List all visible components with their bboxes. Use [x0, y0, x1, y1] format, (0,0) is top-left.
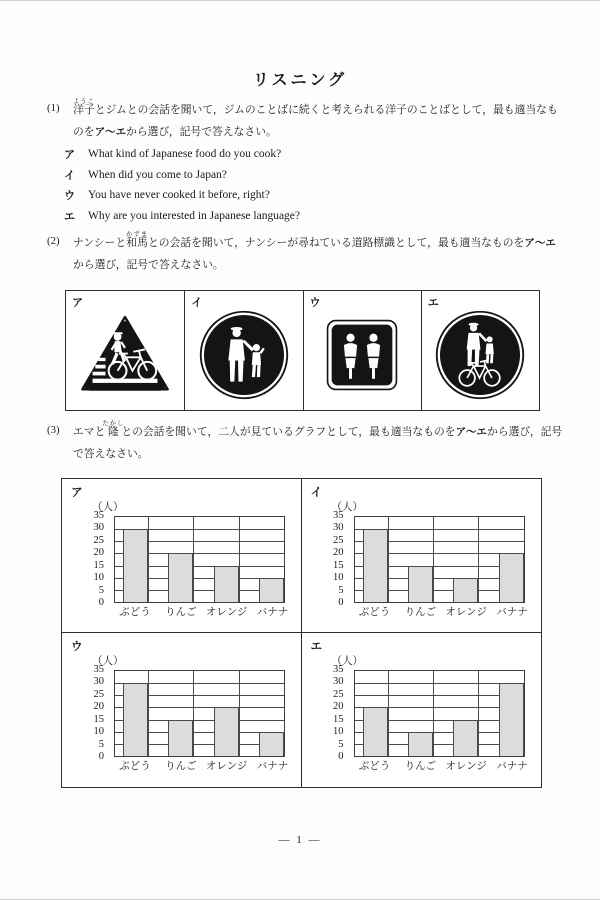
- crosswalk-and-bicycle-crossing-triangle-sign-icon: [74, 307, 176, 403]
- bar-grape: [123, 683, 148, 756]
- sign-e-label: エ: [427, 297, 439, 309]
- option-e-text: Why are you interested in Japanese language?: [88, 210, 301, 223]
- bar-apple: [168, 720, 193, 756]
- y-axis-ticks: [62, 509, 109, 608]
- bar-banana: [499, 683, 524, 756]
- x-label-orange: オレンジ: [205, 761, 248, 772]
- y-tick-10: 10: [93, 571, 104, 583]
- person-name-kazuma: 和馬かずま: [126, 231, 149, 249]
- question-1-text: とジムとの会話を聞いて，ジムのことばに続くと考えられる洋子のことばとして，最も適当なも: [94, 104, 558, 116]
- x-label-apple: りんご: [404, 607, 437, 618]
- chart-cell-e: [302, 633, 542, 787]
- x-label-apple: りんご: [165, 761, 197, 772]
- question-3-number: (3): [47, 424, 60, 436]
- option-a-label: ア: [64, 149, 75, 162]
- bar-chart-plot-a: [114, 516, 285, 603]
- bar-apple: [168, 553, 193, 602]
- y-tick-5: 5: [338, 738, 344, 750]
- x-label-orange: オレンジ: [205, 607, 248, 618]
- v-gridline-3: [478, 517, 479, 602]
- v-gridline-3: [239, 671, 240, 756]
- question-1-number: (1): [47, 102, 60, 114]
- bar-chart-plot-i: [354, 516, 525, 603]
- y-tick-30: 30: [93, 676, 104, 688]
- bar-orange: [453, 578, 478, 602]
- x-label-banana: バナナ: [496, 607, 528, 618]
- v-gridline-2: [193, 671, 194, 756]
- bar-grape: [123, 529, 148, 602]
- bar-grape: [363, 529, 388, 602]
- question-2-number: (2): [47, 235, 60, 247]
- y-axis-unit-label: （人）: [92, 656, 124, 667]
- sign-u-label: ウ: [309, 297, 321, 309]
- x-label-apple: りんご: [165, 607, 197, 618]
- pedestrians-and-bicycles-sign-icon: [434, 309, 526, 401]
- y-tick-0: 0: [98, 750, 104, 762]
- x-axis-labels: [114, 761, 289, 777]
- y-axis-ticks: [302, 509, 349, 608]
- v-gridline-3: [478, 671, 479, 756]
- y-tick-35: 35: [93, 663, 104, 675]
- x-label-grape: ぶどう: [358, 607, 391, 618]
- bar-chart-plot-u: [114, 670, 285, 757]
- y-tick-35: 35: [333, 509, 344, 521]
- y-tick-30: 30: [333, 676, 344, 688]
- person-name-takashi: 隆たかし: [102, 420, 125, 438]
- y-tick-20: 20: [333, 547, 344, 559]
- option-i-label: イ: [64, 169, 75, 182]
- y-tick-20: 20: [93, 701, 104, 713]
- y-tick-5: 5: [98, 584, 104, 596]
- v-gridline-2: [433, 517, 434, 602]
- y-tick-15: 15: [93, 713, 104, 725]
- bar-orange: [214, 566, 239, 602]
- x-axis-labels: [114, 607, 289, 623]
- question-3: [47, 420, 563, 465]
- v-gridline-1: [148, 517, 149, 602]
- x-label-banana: バナナ: [496, 761, 528, 772]
- sign-cell-i: [184, 291, 302, 410]
- question-3-line-2: で答えなさい。: [73, 447, 149, 460]
- x-label-apple: りんご: [404, 761, 437, 772]
- option-i-text: When did you come to Japan?: [88, 168, 227, 181]
- y-tick-5: 5: [338, 584, 344, 596]
- choice-range-bold: ア～エ: [455, 426, 488, 438]
- y-tick-0: 0: [338, 750, 344, 762]
- x-label-grape: ぶどう: [358, 761, 391, 772]
- sign-cell-u: [303, 291, 421, 410]
- page-title: リスニング: [252, 72, 348, 89]
- y-tick-30: 30: [93, 522, 104, 534]
- y-axis-ticks: [302, 663, 349, 762]
- y-tick-10: 10: [333, 725, 344, 737]
- page-number: — 1 —: [278, 834, 322, 846]
- x-label-grape: ぶどう: [119, 607, 151, 618]
- question-1-line-2: のをア～エから選び，記号で答えなさい。: [73, 125, 277, 138]
- chart-e-label: エ: [310, 641, 322, 653]
- question-2-text: との会話を聞いて，ナンシーが尋ねている道路標識として，最も適当なものを: [147, 237, 525, 249]
- y-tick-25: 25: [93, 534, 104, 546]
- bar-banana: [499, 553, 524, 602]
- y-tick-35: 35: [333, 663, 344, 675]
- y-tick-15: 15: [333, 713, 344, 725]
- y-tick-5: 5: [98, 738, 104, 750]
- v-gridline-3: [239, 517, 240, 602]
- question-2-line-1: (2) ナンシーと和馬かずまとの会話を聞いて，ナンシーが尋ねている道路標識として，最も適当なものをア～エ: [47, 231, 545, 255]
- chart-u-label: ウ: [71, 641, 83, 653]
- x-axis-labels: [354, 607, 528, 623]
- x-label-banana: バナナ: [256, 607, 289, 618]
- y-tick-25: 25: [93, 688, 104, 700]
- v-gridline-2: [433, 671, 434, 756]
- question-3-line-1: (3) エマと隆たかしとの会話を聞いて，二人が見ているグラフとして，最も適当なものをア～エから選び，記号: [47, 420, 545, 444]
- y-axis-unit-label: （人）: [331, 502, 363, 513]
- bar-banana: [259, 732, 284, 756]
- bar-apple: [408, 566, 433, 602]
- bar-orange: [453, 720, 478, 756]
- option-a-text: What kind of Japanese food do you cook?: [88, 148, 282, 161]
- person-name-yoko: 洋子ようこ: [73, 98, 95, 116]
- bar-chart-plot-e: [354, 670, 525, 757]
- y-tick-20: 20: [333, 701, 344, 713]
- bar-banana: [259, 578, 284, 602]
- chart-cell-a: [62, 479, 302, 633]
- y-axis-ticks: [62, 663, 109, 762]
- choice-range-bold: ア～エ: [524, 237, 556, 249]
- graph-table: [61, 478, 542, 788]
- road-sign-table: [65, 290, 540, 411]
- bar-orange: [214, 707, 239, 756]
- choice-range-bold: ア～エ: [94, 125, 127, 138]
- v-gridline-1: [388, 517, 389, 602]
- question-2-line-2: から選び，記号で答えなさい。: [73, 258, 224, 271]
- y-tick-15: 15: [93, 559, 104, 571]
- y-tick-15: 15: [333, 559, 344, 571]
- question-1-line-1: [47, 98, 558, 122]
- chart-i-label: イ: [310, 487, 322, 499]
- chart-cell-i: [302, 479, 542, 633]
- y-tick-30: 30: [333, 522, 344, 534]
- y-tick-35: 35: [93, 509, 104, 521]
- option-i: [64, 165, 544, 186]
- x-label-orange: オレンジ: [445, 761, 487, 772]
- chart-a-label: ア: [71, 487, 83, 499]
- question-3-text: との会話を聞いて，二人が見ているグラフとして，最も適当なものを: [121, 426, 456, 438]
- question-1-options: [64, 144, 544, 226]
- chart-cell-u: [62, 633, 302, 787]
- option-e-label: エ: [64, 211, 75, 224]
- x-label-orange: オレンジ: [445, 607, 487, 618]
- pedestrians-only-sign-icon: [198, 309, 290, 401]
- option-e: [64, 206, 544, 227]
- y-axis-unit-label: （人）: [92, 502, 124, 513]
- v-gridline-2: [193, 517, 194, 602]
- x-label-banana: バナナ: [256, 761, 289, 772]
- y-tick-0: 0: [98, 596, 104, 608]
- x-axis-labels: [354, 761, 528, 777]
- v-gridline-1: [388, 671, 389, 756]
- y-axis-unit-label: （人）: [331, 656, 363, 667]
- sign-cell-a: [66, 291, 184, 410]
- question-2: [47, 231, 556, 276]
- option-u: [64, 185, 544, 206]
- sign-cell-e: [421, 291, 539, 410]
- y-tick-25: 25: [333, 688, 344, 700]
- y-tick-0: 0: [338, 596, 344, 608]
- y-tick-20: 20: [93, 547, 104, 559]
- y-tick-10: 10: [333, 571, 344, 583]
- option-a: [64, 144, 544, 165]
- option-u-text: You have never cooked it before, right?: [88, 189, 270, 202]
- y-tick-10: 10: [93, 725, 104, 737]
- v-gridline-1: [148, 671, 149, 756]
- sign-a-label: ア: [72, 297, 83, 309]
- y-tick-25: 25: [333, 534, 344, 546]
- question-1: [47, 98, 558, 143]
- option-u-label: ウ: [64, 190, 75, 203]
- bar-apple: [408, 732, 433, 756]
- sign-i-label: イ: [191, 297, 203, 309]
- bar-grape: [363, 707, 388, 756]
- cyclists-side-by-side-sign-icon: [321, 314, 403, 396]
- x-label-grape: ぶどう: [119, 761, 151, 772]
